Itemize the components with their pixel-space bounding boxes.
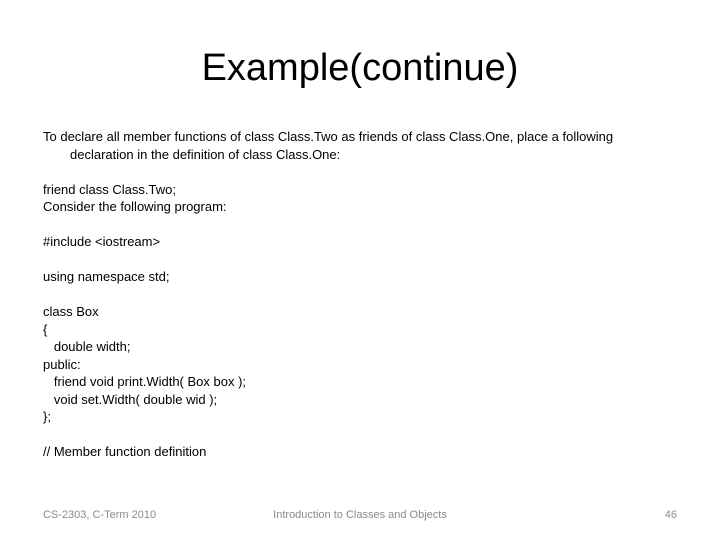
spacer (43, 286, 663, 304)
code-line-friend-print-width: friend void print.Width( Box box ); (43, 374, 247, 389)
footer-course: CS-2303, C-Term 2010 (43, 509, 157, 521)
code-line-width-member: double width; (43, 339, 131, 354)
text-line-friend-class: friend class Class.Two; (43, 181, 176, 197)
code-line-class-box: class Box (43, 304, 99, 319)
slide-body (43, 128, 663, 461)
spacer (43, 426, 663, 444)
code-line-public: public: (43, 356, 81, 372)
code-line-set-width: void set.Width( double wid ); (43, 391, 218, 407)
spacer (43, 216, 663, 234)
footer-page-number: 46 (664, 509, 677, 521)
code-line-open-brace: { (43, 321, 48, 337)
slide-title: Example(continue) (201, 47, 519, 89)
code-line-include: #include <iostream> (43, 234, 161, 249)
intro-paragraph: To declare all member functions of class Class.Two as friends of class Class.One, place a following declaration in the definition of class Class.One: (43, 129, 614, 162)
footer-topic: Introduction to Classes and Objects (273, 509, 447, 521)
spacer (43, 251, 663, 269)
code-line-close-brace: }; (43, 409, 51, 424)
text-line-consider: Consider the following program: (43, 199, 227, 214)
spacer (43, 163, 663, 181)
code-line-comment: // Member function definition (43, 444, 207, 459)
code-line-using-namespace: using namespace std; (43, 269, 170, 284)
